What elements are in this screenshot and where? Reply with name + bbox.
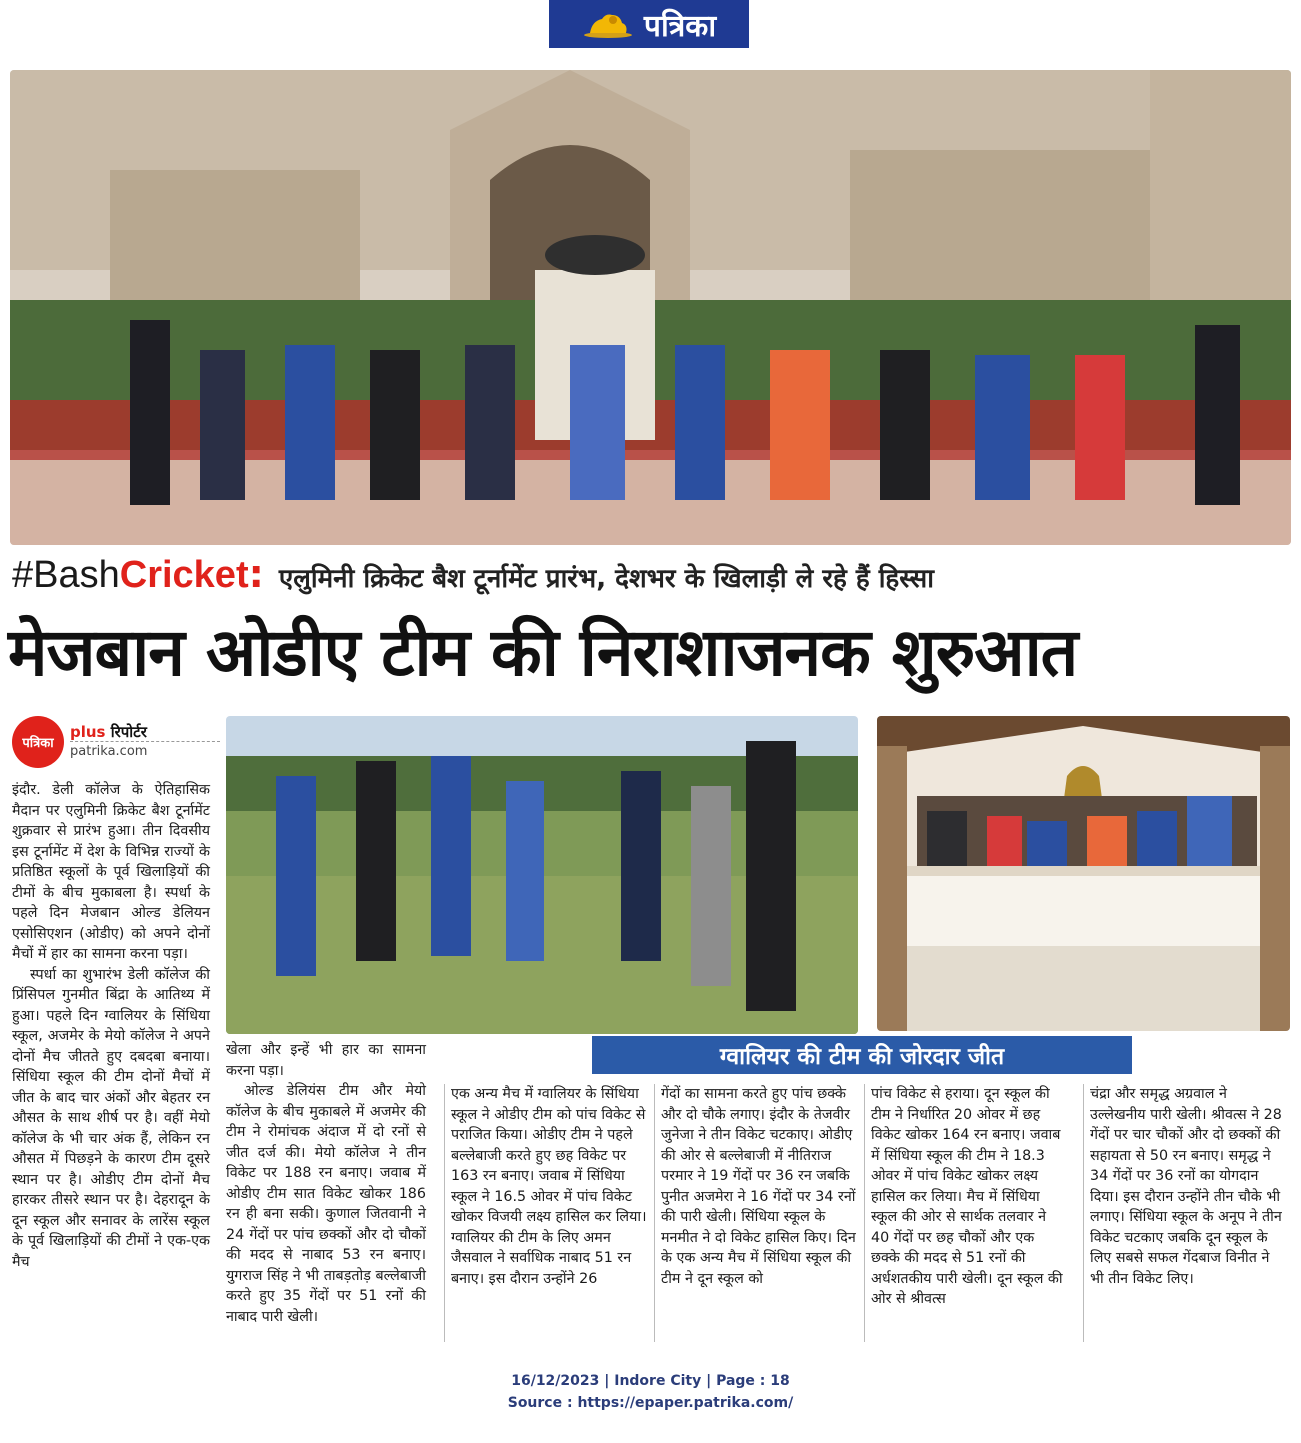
article-column-2	[226, 1040, 426, 1327]
pavilion-photo	[877, 716, 1290, 1031]
byline-reporter	[70, 722, 147, 742]
article-column-3: एक अन्य मैच में ग्वालियर के सिंधिया स्कूल ने ओडीए टीम को पांच विकेट से पराजित किया। ओडीए टीम ने पहले बल्लेबाजी करते हुए छह विकेट पर 163 रन बनाए। जवाब में सिंधिया स्कूल ने 16.5 ओवर में पांच विकेट खोकर विजयी लक्ष्य हासिल कर लिया। ग्वालियर की टीम के लिए अमन जैसवाल ने सर्वाधिक नाबाद 51 रन बनाए। इस दौरान उन्होंने 26	[444, 1084, 647, 1342]
paragraph: खेला और इन्हें भी हार का सामना करना पड़ा।	[226, 1042, 426, 1079]
main-photo	[10, 70, 1291, 545]
kicker-subheadline: एलुमिनी क्रिकेट बैश टूर्नामेंट प्रारंभ, देशभर के खिलाड़ी ले रहे हैं हिस्सा	[278, 564, 934, 594]
byline-site: patrika.com	[70, 744, 148, 759]
page-footer	[0, 1370, 1301, 1414]
field-photo	[226, 716, 858, 1034]
byline-plus: plus	[70, 723, 106, 741]
kicker-tag: Cricket	[119, 554, 249, 596]
article-column-1	[12, 780, 210, 1272]
paragraph: इंदौर. डेली कॉलेज के ऐतिहासिक मैदान पर एलुमिनी क्रिकेट बैश टूर्नामेंट शुक्रवार से प्रारंभ हुआ। तीन दिवसीय इस टूर्नामेंट में देश के विभिन्न राज्यों के प्रतिष्ठित स्कूलों के पूर्व खिलाड़ियों की टीमों के बीच मुकाबला है। स्पर्धा के पहले दिन मेजबान ओल्ड डेलियन एसोसिएशन (ओडीए) को अपने दोनों मैचों में हार का सामना करना पड़ा।	[12, 782, 210, 962]
masthead-brand: पत्रिका	[643, 8, 717, 44]
article-column-5: पांच विकेट से हराया। दून स्कूल की टीम ने निर्धारित 20 ओवर में छह विकेट खोकर 164 रन बनाए। जवाब में सिंधिया स्कूल की टीम ने 18.3 ओवर में पांच विकेट खोकर लक्ष्य हासिल कर लिया। मैच में सिंधिया स्कूल की ओर से सार्थक तलवार ने 40 गेंदों पर छह चौकों और एक छक्के की मदद से 51 रनों की अर्धशतकीय पारी खेली। दून स्कूल की ओर से श्रीवत्स	[864, 1084, 1067, 1342]
article-column-4: गेंदों का सामना करते हुए पांच छक्के और दो चौके लगाए। इंदौर के तेजवीर जुनेजा ने तीन विकेट चटकाए। ओडीए की ओर से बल्लेबाजी में नीतिराज परमार ने 19 गेंदों पर 36 रन जबकि पुनीत अजमेरा ने 16 गेंदों पर 34 रनों की पारी खेली। सिंधिया स्कूल के मनमीत ने दो विकेट हासिल किए। दिन के एक अन्य मैच में सिंधिया स्कूल की टीम ने दून स्कूल को	[654, 1084, 857, 1342]
article-column-6: चंद्रा और समृद्ध अग्रवाल ने उल्लेखनीय पारी खेली। श्रीवत्स ने 28 गेंदों पर चार चौकों और दो छक्कों की सहायता से 50 रन बनाए। समृद्ध ने 34 गेंदों पर 36 रनों का योगदान दिया। इस दौरान उन्होंने तीन चौके भी लगाए। सिंधिया स्कूल के अनूप ने तीन विकेट चटकाए जबकि दून स्कूल के लिए सबसे सफल गेंदबाज विनीत ने भी तीन विकेट लिए।	[1083, 1084, 1286, 1342]
kicker-hash: #Bash	[12, 554, 120, 596]
footer-source-line[interactable]: Source : https://epaper.patrika.com/	[507, 1395, 794, 1411]
byline	[12, 716, 212, 766]
paragraph: स्पर्धा का शुभारंभ डेली कॉलेज की प्रिंसिपल गुनमीत बिंद्रा के आतिथ्य में हुआ। पहले दिन ग्वालियर के सिंधिया स्कूल, अजमेर के मेयो कॉलेज ने अपने दोनों मैच जीतते हुए दबदबा बनाया। सिंधिया स्कूल की टीम दोनों मैचों में जीत के बाद चार अंकों और बेहतर रन औसत के साथ शीर्ष पर है। वहीं मेयो कॉलेज के भी चार अंक हैं, लेकिन रन औसत में पिछड़ने के कारण टीम दूसरे स्थान पर है। ओडीए टीम दोनों मैच हारकर तीसरे स्थान पर है। देहरादून के दून स्कूल और सनावर के लारेंस स्कूल के पूर्व खिलाड़ियों की टीमों ने एक-एक मैच	[12, 966, 210, 1270]
paragraph: ओल्ड डेलियंस टीम और मेयो कॉलेज के बीच मुकाबले में अजमेर की टीम ने रोमांचक अंदाज में दो रनों से जीत दर्ज की। मेयो कॉलेज ने तीन विकेट पर 188 रन बनाए। जवाब में ओडीए टीम सात विकेट खोकर 186 रन ही बना सकी। कुणाल जितवानी ने 24 गेंदों पर पांच छक्कों और दो चौकों की मदद से नाबाद 53 रन बनाए। युगराज सिंह ने भी ताबड़तोड़ बल्लेबाजी करते हुए 35 गेंदों पर 51 रनों की नाबाद पारी खेली।	[226, 1083, 426, 1325]
kicker-line	[12, 552, 934, 600]
byline-divider	[70, 741, 220, 742]
lion-icon	[582, 9, 634, 39]
headline: मेजबान ओडीए टीम की निराशाजनक शुरुआत	[8, 614, 1078, 691]
byline-badge: पत्रिका	[12, 716, 64, 768]
kicker-colon: :	[248, 552, 264, 596]
masthead	[549, 0, 749, 48]
byline-reporter-label: रिपोर्टर	[110, 723, 147, 741]
section-subhead: ग्वालियर की टीम की जोरदार जीत	[592, 1036, 1132, 1074]
footer-date-line: 16/12/2023 | Indore City | Page : 18	[511, 1373, 790, 1389]
